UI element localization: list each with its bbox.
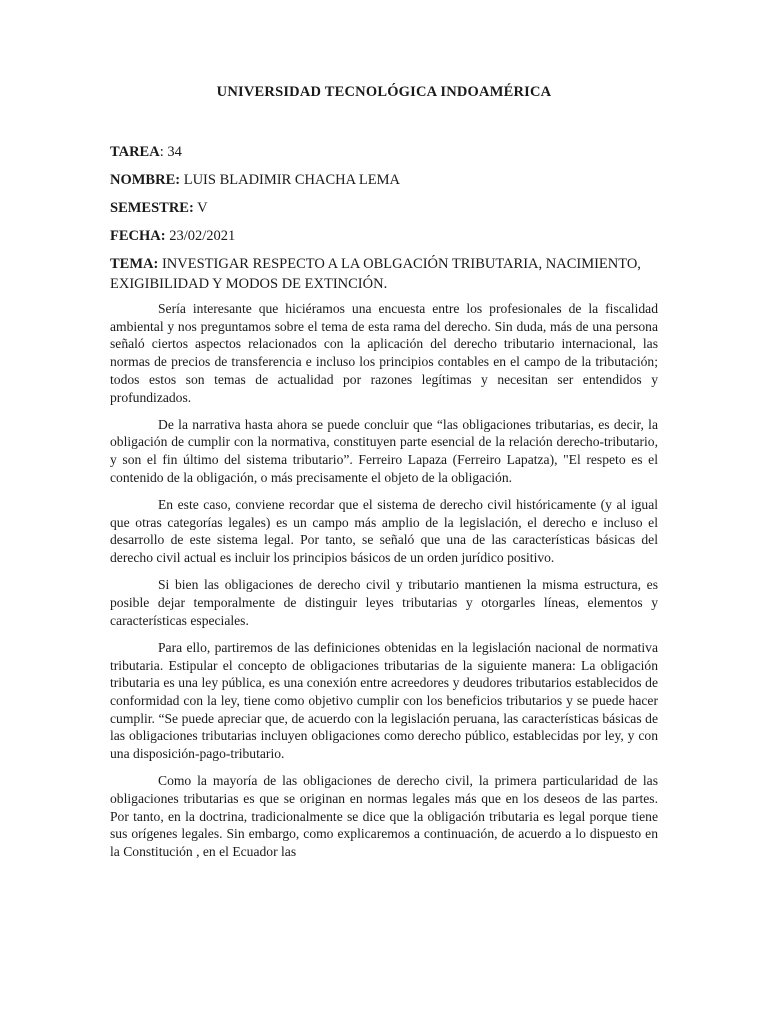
paragraph: De la narrativa hasta ahora se puede concluir que “las obligaciones tributarias, es decir, la obligación de cumplir con la normativa, constituyen parte esencial de la relación derecho-tributario, y son el fin último del sistema tributario”. Ferreiro Lapaza (Ferreiro Lapatza), "El respeto es el contenido de la obligación, o más precisamente el objeto de la obligación. xyxy=(110,416,658,485)
paragraph: En este caso, conviene recordar que el sistema de derecho civil históricamente (y al igual que otras categorías legales) es un campo más amplio de la legislación, el derecho e incluso el desarrollo de este sistema legal. Por tanto, se señaló que una de las características básicas del derecho civil actual es incluir los principios básicos de un orden jurídico positivo. xyxy=(110,497,658,566)
field-tarea xyxy=(110,142,658,162)
document-title: UNIVERSIDAD TECNOLÓGICA INDOAMÉRICA xyxy=(216,84,552,100)
field-label: TAREA xyxy=(110,144,160,160)
field-label: NOMBRE: xyxy=(110,172,181,188)
paragraph: Sería interesante que hiciéramos una encuesta entre los profesionales de la fiscalidad ambiental y nos preguntamos sobre el tema de esta rama del derecho. Sin duda, más de una persona señaló ciertos aspectos relacionados con la aplicación del derecho tributario internacional, las normas de precios de transferencia e incluso los principios contables en el campo de la tributación; todos estos son temas de actualidad por razones legítimas y necesitan ser entendidos y profundizados. xyxy=(110,301,658,405)
field-value: : 34 xyxy=(159,144,182,160)
paragraph: Si bien las obligaciones de derecho civil y tributario mantienen la misma estructura, es posible dejar temporalmente de distinguir leyes tributarias y otorgarles líneas, elementos y características especiales. xyxy=(110,577,658,628)
field-label: TEMA: xyxy=(110,256,159,272)
document-page xyxy=(110,84,658,870)
field-value: LUIS BLADIMIR CHACHA LEMA xyxy=(180,172,401,188)
paragraph: Como la mayoría de las obligaciones de derecho civil, la primera particularidad de las obligaciones tributarias es que se originan en normas legales más que en los deseos de las partes. Por tanto, en la doctrina, tradicionalmente se dice que la obligación tributaria es legal porque tiene sus orígenes legales. Sin embargo, como explicaremos a continuación, de acuerdo a lo dispuesto en la Constitución , en el Ecuador las xyxy=(110,773,658,860)
field-semestre xyxy=(110,198,658,218)
field-label: FECHA: xyxy=(110,228,166,244)
field-fecha xyxy=(110,226,658,246)
body-text xyxy=(110,300,658,861)
field-label: SEMESTRE: xyxy=(110,200,194,216)
paragraph: Para ello, partiremos de las definiciones obtenidas en la legislación nacional de normativa tributaria. Estipular el concepto de obligaciones tributarias de la siguiente manera: La obligación tributaria es una ley pública, es una conexión entre acreedores y deudores tributarios establecidos de conformidad con la ley, tiene como objetivo cumplir con los beneficios tributarios y se puede hacer cumplir. “Se puede apreciar que, de acuerdo con la legislación peruana, las características básicas de las obligaciones tributarias incluyen obligaciones como derecho público, establecidas por ley, y con una disposición-pago-tributario. xyxy=(110,639,658,762)
field-value: V xyxy=(193,200,208,216)
header-fields xyxy=(110,142,658,294)
field-value: 23/02/2021 xyxy=(165,228,236,244)
field-tema xyxy=(110,254,658,294)
field-value: INVESTIGAR RESPECTO A LA OBLGACIÓN TRIBUTARIA, NACIMIENTO, EXIGIBILIDAD Y MODOS DE EXTINCIÓN. xyxy=(110,256,641,292)
field-nombre xyxy=(110,170,658,190)
